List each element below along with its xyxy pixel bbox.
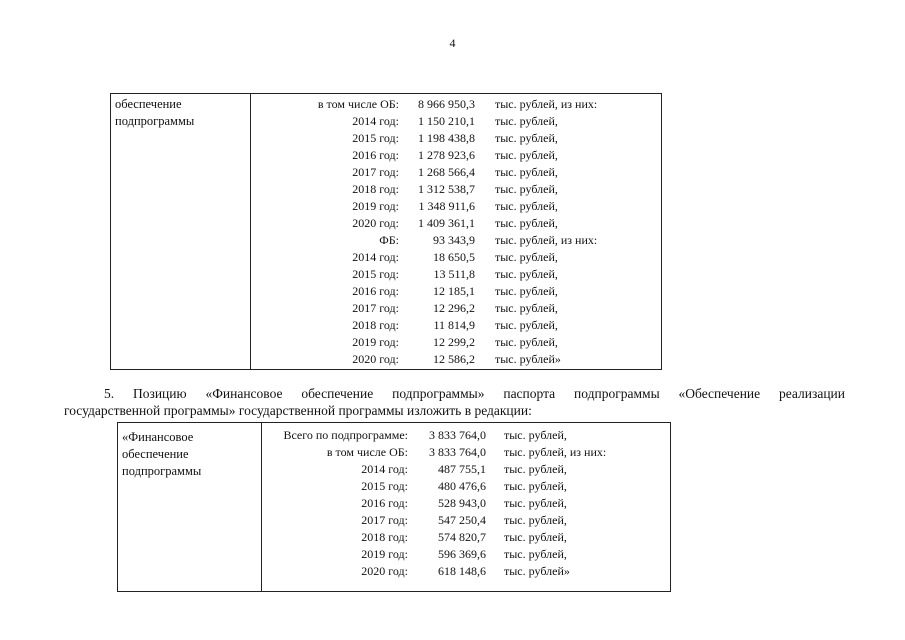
row-label: 2020 год:	[361, 564, 408, 578]
row-amount: 12 299,2	[433, 335, 475, 349]
row-amount: 12 185,1	[433, 284, 475, 298]
row-unit: тыс. рублей,	[495, 318, 558, 332]
row-amount: 1 150 210,1	[418, 114, 475, 128]
row-label: 2018 год:	[361, 530, 408, 544]
row-amount: 3 833 764,0	[429, 428, 486, 442]
funding-table-1	[110, 93, 662, 370]
row-amount: 13 511,8	[433, 267, 475, 281]
row-amount: 1 409 361,1	[418, 216, 475, 230]
row-header-line: подпрограммы	[122, 464, 202, 478]
funding-row	[251, 334, 661, 351]
row-unit: тыс. рублей,	[495, 131, 558, 145]
paragraph-line: государственной программы» государственной программы изложить в редакции:	[64, 403, 532, 418]
row-amount: 528 943,0	[438, 496, 486, 510]
row-label: 2016 год:	[352, 284, 399, 298]
row-label: 2017 год:	[352, 301, 399, 315]
row-unit: тыс. рублей, из них:	[495, 97, 598, 111]
funding-row	[262, 478, 670, 495]
row-label: в том числе ОБ:	[317, 97, 399, 111]
row-unit: тыс. рублей»	[504, 564, 570, 578]
funding-row	[262, 427, 670, 444]
row-unit: тыс. рублей,	[495, 114, 558, 128]
row-amount: 3 833 764,0	[429, 445, 486, 459]
row-amount: 93 343,9	[433, 233, 475, 247]
row-header-cell	[115, 96, 194, 130]
row-label: ФБ:	[379, 233, 399, 247]
row-label: 2014 год:	[352, 250, 399, 264]
funding-row	[262, 529, 670, 546]
row-amount: 1 278 923,6	[418, 148, 475, 162]
row-unit: тыс. рублей,	[495, 267, 558, 281]
funding-row	[251, 266, 661, 283]
row-unit: тыс. рублей, из них:	[504, 445, 607, 459]
funding-row	[251, 249, 661, 266]
funding-row	[262, 444, 670, 461]
row-label: 2015 год:	[361, 479, 408, 493]
row-amount: 487 755,1	[438, 462, 486, 476]
row-unit: тыс. рублей,	[504, 513, 567, 527]
page-number: 4	[449, 36, 456, 50]
row-amount: 1 268 566,4	[418, 165, 475, 179]
funding-row	[251, 96, 661, 113]
row-unit: тыс. рублей,	[495, 301, 558, 315]
funding-row	[251, 232, 661, 249]
row-unit: тыс. рублей»	[495, 352, 561, 366]
row-amount: 11 814,9	[433, 318, 475, 332]
row-amount: 18 650,5	[433, 250, 475, 264]
row-amount: 12 296,2	[433, 301, 475, 315]
row-amount: 596 369,6	[438, 547, 486, 561]
funding-row	[262, 546, 670, 563]
funding-row	[251, 147, 661, 164]
row-label: 2015 год:	[352, 131, 399, 145]
funding-row	[262, 461, 670, 478]
instruction-paragraph	[64, 385, 845, 419]
row-unit: тыс. рублей,	[504, 496, 567, 510]
row-unit: тыс. рублей,	[495, 182, 558, 196]
funding-row	[251, 317, 661, 334]
row-amount: 574 820,7	[438, 530, 486, 544]
funding-row	[251, 164, 661, 181]
funding-table-2	[117, 422, 671, 592]
row-unit: тыс. рублей,	[495, 335, 558, 349]
row-unit: тыс. рублей,	[495, 216, 558, 230]
paragraph-line: 5. Позицию «Финансовое обеспечение подпрограммы» паспорта подпрограммы «Обеспечение реализации	[104, 386, 845, 401]
row-label: 2018 год:	[352, 182, 399, 196]
row-unit: тыс. рублей,	[504, 530, 567, 544]
row-unit: тыс. рублей,	[504, 462, 567, 476]
row-header-line: обеспечение	[115, 97, 182, 111]
row-header-cell	[122, 429, 201, 480]
row-header-line: подпрограммы	[115, 114, 195, 128]
row-label: 2017 год:	[352, 165, 399, 179]
funding-row	[262, 495, 670, 512]
row-unit: тыс. рублей,	[495, 199, 558, 213]
row-label: 2020 год:	[352, 216, 399, 230]
row-unit: тыс. рублей,	[495, 148, 558, 162]
funding-row	[251, 351, 661, 368]
funding-row	[251, 198, 661, 215]
row-header-line: обеспечение	[122, 447, 189, 461]
funding-row	[251, 215, 661, 232]
row-amount: 1 198 438,8	[418, 131, 475, 145]
row-label: 2014 год:	[361, 462, 408, 476]
funding-row	[262, 563, 670, 580]
funding-row	[251, 181, 661, 198]
row-amount: 12 586,2	[433, 352, 475, 366]
row-label: 2015 год:	[352, 267, 399, 281]
row-header-line: «Финансовое	[122, 430, 194, 444]
row-label: 2017 год:	[361, 513, 408, 527]
row-amount: 1 312 538,7	[418, 182, 475, 196]
row-label: Всего по подпрограмме:	[283, 428, 408, 442]
row-unit: тыс. рублей,	[495, 165, 558, 179]
row-label: 2019 год:	[352, 335, 399, 349]
row-amount: 8 966 950,3	[418, 97, 475, 111]
funding-row	[251, 300, 661, 317]
row-amount: 1 348 911,6	[418, 199, 475, 213]
row-amount: 618 148,6	[438, 564, 486, 578]
row-unit: тыс. рублей,	[504, 547, 567, 561]
row-amount: 547 250,4	[438, 513, 486, 527]
funding-row	[262, 512, 670, 529]
row-unit: тыс. рублей,	[504, 428, 567, 442]
row-unit: тыс. рублей,	[504, 479, 567, 493]
row-unit: тыс. рублей,	[495, 250, 558, 264]
row-label: 2019 год:	[352, 199, 399, 213]
row-unit: тыс. рублей, из них:	[495, 233, 598, 247]
row-label: 2019 год:	[361, 547, 408, 561]
row-label: в том числе ОБ:	[326, 445, 408, 459]
row-unit: тыс. рублей,	[495, 284, 558, 298]
funding-row	[251, 113, 661, 130]
row-label: 2016 год:	[352, 148, 399, 162]
row-amount: 480 476,6	[438, 479, 486, 493]
row-label: 2016 год:	[361, 496, 408, 510]
row-label: 2020 год:	[352, 352, 399, 366]
funding-row	[251, 130, 661, 147]
row-label: 2018 год:	[352, 318, 399, 332]
funding-row	[251, 283, 661, 300]
row-label: 2014 год:	[352, 114, 399, 128]
